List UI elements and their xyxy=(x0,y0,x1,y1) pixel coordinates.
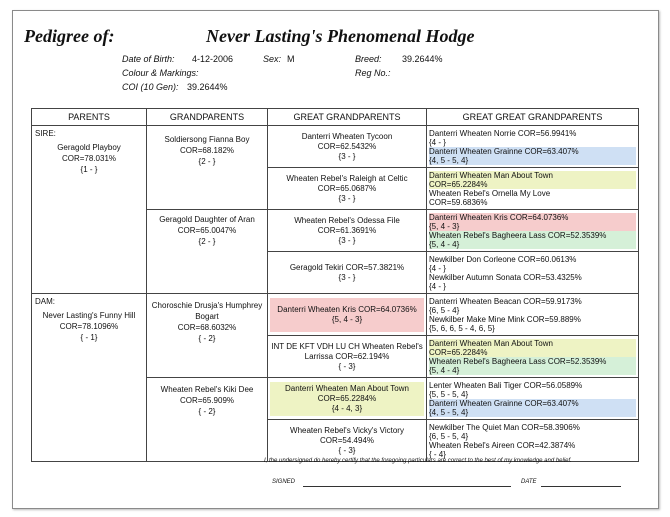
pedigree-table xyxy=(31,108,639,462)
ggg-cell xyxy=(427,252,639,294)
ggg-cell xyxy=(427,126,639,168)
great-grandparent-cell xyxy=(268,420,427,462)
ggg-line: { - 4} xyxy=(429,449,446,459)
gg-rep: {5, 4 - 3} xyxy=(331,314,363,324)
dob-value: 4-12-2006 xyxy=(192,54,234,64)
gg-rep: { - 3} xyxy=(338,445,356,455)
ggg-line: Wheaten Rebel's Aireen COR=42.3874% xyxy=(429,440,576,450)
ggg-line: {4 - } xyxy=(429,281,446,291)
signature-line xyxy=(303,486,511,487)
ggg-line: Newkilber Make Mine Mink COR=59.889% xyxy=(429,314,581,324)
certification-text: I, the undersigned do hereby certify that the foregoing particulars are correct to the best of my knowledge and belief. xyxy=(264,458,572,464)
gg-cor: COR=65.2284% xyxy=(317,393,377,403)
grandparent-rep: { - 2} xyxy=(198,407,216,416)
ggg-line: Danterri Wheaten Man About Town xyxy=(429,339,636,348)
gg-name: Wheaten Rebel's Vicky's Victory xyxy=(290,425,404,435)
grandparent-name: Soldiersong Fianna Boy xyxy=(164,135,250,144)
col-parents: PARENTS xyxy=(32,109,147,126)
ggg-line: {4, 5 - 5, 4} xyxy=(429,156,636,165)
sire-cell xyxy=(32,126,147,294)
ggg-line: Newkilber Autumn Sonata COR=53.4325% xyxy=(429,272,582,282)
ggg-line: COR=59.6836% xyxy=(429,197,488,207)
sire-label: SIRE: xyxy=(35,129,56,138)
grandparent-cor: COR=68.182% xyxy=(179,146,235,155)
ggg-cell xyxy=(427,168,639,210)
ggg-line: COR=65.2284% xyxy=(429,348,636,357)
gg-cor: COR=61.3691% xyxy=(317,225,377,235)
grandparent-name: Geragold Daughter of Aran xyxy=(159,215,255,224)
gg-rep: {4 - 4, 3} xyxy=(331,403,363,413)
ggg-line: Danterri Wheaten Man About Town xyxy=(429,171,636,180)
great-grandparent-cell xyxy=(268,378,427,420)
ggg-line: Wheaten Rebel's Bagheera Lass COR=52.3539% xyxy=(429,357,636,366)
gg-cor: COR=65.0687% xyxy=(317,183,377,193)
gg-name: INT DE KFT VDH LU CH Wheaten Rebel's Larrissa COR=62.194% xyxy=(271,341,423,361)
ggg-line: Wheaten Rebel's Ornella My Love xyxy=(429,188,551,198)
dob-label: Date of Birth: xyxy=(122,54,175,64)
dam-name: Never Lasting's Funny Hill xyxy=(42,311,136,320)
ggg-line: {5, 4 - 3} xyxy=(429,222,636,231)
ggg-line: {4, 5 - 5, 4} xyxy=(429,408,636,417)
gg-name: Danterri Wheaten Man About Town xyxy=(285,383,409,393)
ggg-line: {5, 4 - 4} xyxy=(429,240,636,249)
ggg-line: Danterri Wheaten Beacan COR=59.9173% xyxy=(429,296,582,306)
ggg-line: {5, 5 - 5, 4} xyxy=(429,389,469,399)
gg-cor: COR=54.494% xyxy=(319,435,375,445)
ggg-line: {4 - } xyxy=(429,263,446,273)
ggg-cell xyxy=(427,210,639,252)
header-row xyxy=(32,109,639,126)
grandparent-name: Wheaten Rebel's Kiki Dee xyxy=(160,385,254,394)
gg-rep: {3 - } xyxy=(338,193,356,203)
gg-name: Geragold Tekiri COR=57.3821% xyxy=(289,262,405,272)
sire-rep: {1 - } xyxy=(80,165,98,174)
title-prefix: Pedigree of: xyxy=(24,26,115,46)
sire-cor: COR=78.031% xyxy=(61,154,117,163)
grandparent-cell xyxy=(147,126,268,210)
grandparent-cor: COR=68.6032% xyxy=(177,323,237,332)
col-great-grandparents: GREAT GRANDPARENTS xyxy=(268,109,427,126)
ggg-line: COR=65.2284% xyxy=(429,180,636,189)
gg-name: Wheaten Rebel's Odessa File xyxy=(294,215,400,225)
gg-rep: {3 - } xyxy=(338,151,356,161)
breed-label: Breed: xyxy=(355,54,382,64)
ggg-line: Newkilber Don Corleone COR=60.0613% xyxy=(429,254,577,264)
grandparent-cell xyxy=(147,378,268,462)
grandparent-cell xyxy=(147,210,268,294)
reg-label: Reg No.: xyxy=(355,68,391,78)
gg-rep: {3 - } xyxy=(338,235,356,245)
coi-label: COI (10 Gen): xyxy=(122,82,179,92)
col-great-great-grandparents: GREAT GREAT GRANDPARENTS xyxy=(427,109,639,126)
dam-cor: COR=78.1096% xyxy=(59,322,119,331)
ggg-cell xyxy=(427,420,639,462)
great-grandparent-cell xyxy=(268,126,427,168)
ggg-cell xyxy=(427,336,639,378)
dam-cell xyxy=(32,294,147,462)
sire-name: Geragold Playboy xyxy=(57,143,121,152)
coi-value: 39.2644% xyxy=(187,82,228,92)
ggg-line: Lenter Wheaten Bali Tiger COR=56.0589% xyxy=(429,380,583,390)
date-label: DATE xyxy=(521,479,537,485)
great-grandparent-cell xyxy=(268,168,427,210)
dog-name-title: Never Lasting's Phenomenal Hodge xyxy=(206,26,475,46)
ggg-line: {6, 5 - 5, 4} xyxy=(429,431,469,441)
ggg-line: Newkilber The Quiet Man COR=58.3906% xyxy=(429,422,580,432)
grandparent-rep: {2 - } xyxy=(198,157,216,166)
ggg-line: Danterri Wheaten Grainne COR=63.407% xyxy=(429,147,636,156)
ggg-line: {4 - } xyxy=(429,137,446,147)
gg-cor: COR=62.5432% xyxy=(317,141,377,151)
signed-label: SIGNED xyxy=(272,479,296,485)
grandparent-cor: COR=65.0047% xyxy=(177,226,237,235)
great-grandparent-cell xyxy=(268,210,427,252)
col-grandparents: GRANDPARENTS xyxy=(147,109,268,126)
colour-label: Colour & Markings: xyxy=(122,68,199,78)
ggg-line: {5, 6, 6, 5 - 4, 6, 5} xyxy=(429,323,495,333)
dam-label: DAM: xyxy=(35,297,55,306)
gg-rep: { - 3} xyxy=(338,361,356,371)
gg-rep: {3 - } xyxy=(338,272,356,282)
grandparent-rep: { - 2} xyxy=(198,334,216,343)
gg-name: Danterri Wheaten Kris COR=64.0736% xyxy=(277,304,417,314)
sex-label: Sex: xyxy=(263,54,282,64)
ggg-line: Danterri Wheaten Kris COR=64.0736% xyxy=(429,213,636,222)
ggg-line: {6, 5 - 4} xyxy=(429,305,460,315)
great-grandparent-cell xyxy=(268,252,427,294)
gg-name: Danterri Wheaten Tycoon xyxy=(301,131,393,141)
ggg-cell xyxy=(427,294,639,336)
breed-value: 39.2644% xyxy=(402,54,443,64)
great-grandparent-cell xyxy=(268,294,427,336)
gg-name: Wheaten Rebel's Raleigh at Celtic xyxy=(286,173,408,183)
ggg-line: Danterri Wheaten Grainne COR=63.407% xyxy=(429,399,636,408)
ggg-line: {5, 4 - 4} xyxy=(429,366,636,375)
grandparent-cor: COR=65.909% xyxy=(179,396,235,405)
dam-rep: { - 1} xyxy=(80,333,98,342)
date-line xyxy=(541,486,621,487)
great-grandparent-cell xyxy=(268,336,427,378)
grandparent-rep: {2 - } xyxy=(198,237,216,246)
ggg-line: Danterri Wheaten Norrie COR=56.9941% xyxy=(429,128,577,138)
grandparent-cell xyxy=(147,294,268,378)
grandparent-name: Choroschie Drusja's Humphrey Bogart xyxy=(151,301,263,321)
ggg-line: Wheaten Rebel's Bagheera Lass COR=52.3539% xyxy=(429,231,636,240)
ggg-cell xyxy=(427,378,639,420)
sex-value: M xyxy=(287,54,295,64)
